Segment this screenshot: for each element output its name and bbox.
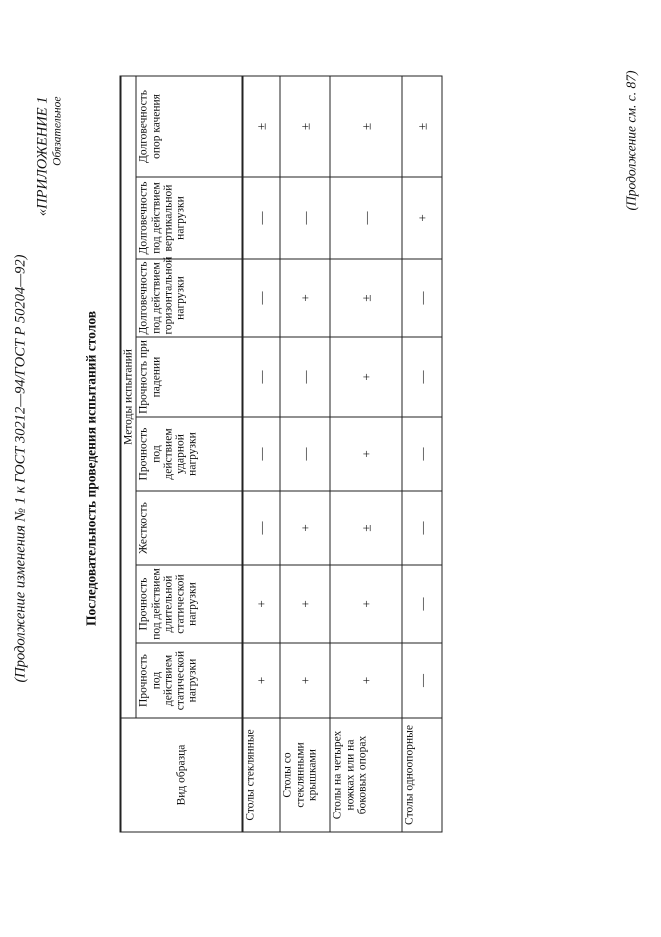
cell-mark: — (242, 491, 280, 565)
cell-mark: — (242, 417, 280, 491)
cell-mark: — (280, 177, 330, 259)
cell-mark: + (242, 565, 280, 643)
cell-mark: — (402, 259, 442, 337)
cell-mark: + (242, 643, 280, 718)
row-label: Столы со стеклянными крышками (280, 718, 330, 832)
cell-mark: — (402, 491, 442, 565)
cell-mark: + (280, 491, 330, 565)
column-header: Прочность под действием длительной статической нагрузки (136, 565, 242, 643)
cell-mark: + (280, 643, 330, 718)
cell-mark: + (402, 177, 442, 259)
table-row (242, 76, 280, 832)
table-title: Последовательность проведения испытаний столов (83, 310, 99, 627)
column-header: Прочность под действием статической нагрузки (136, 643, 242, 718)
cell-mark: ± (330, 491, 402, 565)
cell-mark: + (280, 565, 330, 643)
appendix-label (36, 97, 66, 217)
continuation-header: (Продолжение изменения № 1 к ГОСТ 30212—94/ГОСТ Р 50204—92) (12, 254, 29, 683)
table-header-row-1 (121, 76, 137, 832)
column-header: Прочность при падении (136, 337, 242, 417)
cell-mark: + (330, 565, 402, 643)
cell-mark: ± (402, 76, 442, 177)
cell-mark: + (280, 259, 330, 337)
table-row (280, 76, 330, 832)
column-header: Жесткость (136, 491, 242, 565)
methods-header: Методы испытаний (121, 76, 137, 718)
column-header: Долговечность опор качения (136, 76, 242, 177)
cell-mark: — (280, 337, 330, 417)
cell-mark: ± (330, 76, 402, 177)
cell-mark: ± (280, 76, 330, 177)
column-header: Долговечность под действием вертикальной нагрузки (136, 177, 242, 259)
sample-type-header: Вид образца (121, 718, 243, 832)
cell-mark: — (402, 565, 442, 643)
row-label: Столы стеклянные (242, 718, 280, 832)
cell-mark: — (402, 417, 442, 491)
table-row (330, 76, 402, 832)
column-header: Долговечность под действием горизонтальной нагрузки (136, 259, 242, 337)
tests-sequence-table (120, 75, 443, 832)
cell-mark: — (280, 417, 330, 491)
cell-mark: — (402, 337, 442, 417)
row-label: Столы на четырех ножках или на боковых опорах (330, 718, 402, 832)
cell-mark: — (402, 643, 442, 718)
continued-note: (Продолжение см. с. 87) (623, 70, 639, 211)
cell-mark: + (330, 337, 402, 417)
row-label: Столы одноопорные (402, 718, 442, 832)
appendix-title: «ПРИЛОЖЕНИЕ 1 (34, 96, 51, 217)
cell-mark: ± (330, 259, 402, 337)
cell-mark: — (242, 259, 280, 337)
cell-mark: — (242, 337, 280, 417)
cell-mark: — (330, 177, 402, 259)
table-row (402, 76, 442, 832)
cell-mark: ± (242, 76, 280, 177)
cell-mark: + (330, 643, 402, 718)
cell-mark: — (242, 177, 280, 259)
rotated-page (0, 1, 661, 937)
appendix-subtitle: Обязательное (51, 96, 64, 166)
cell-mark: + (330, 417, 402, 491)
column-header: Прочность под действием ударной нагрузки (136, 417, 242, 491)
